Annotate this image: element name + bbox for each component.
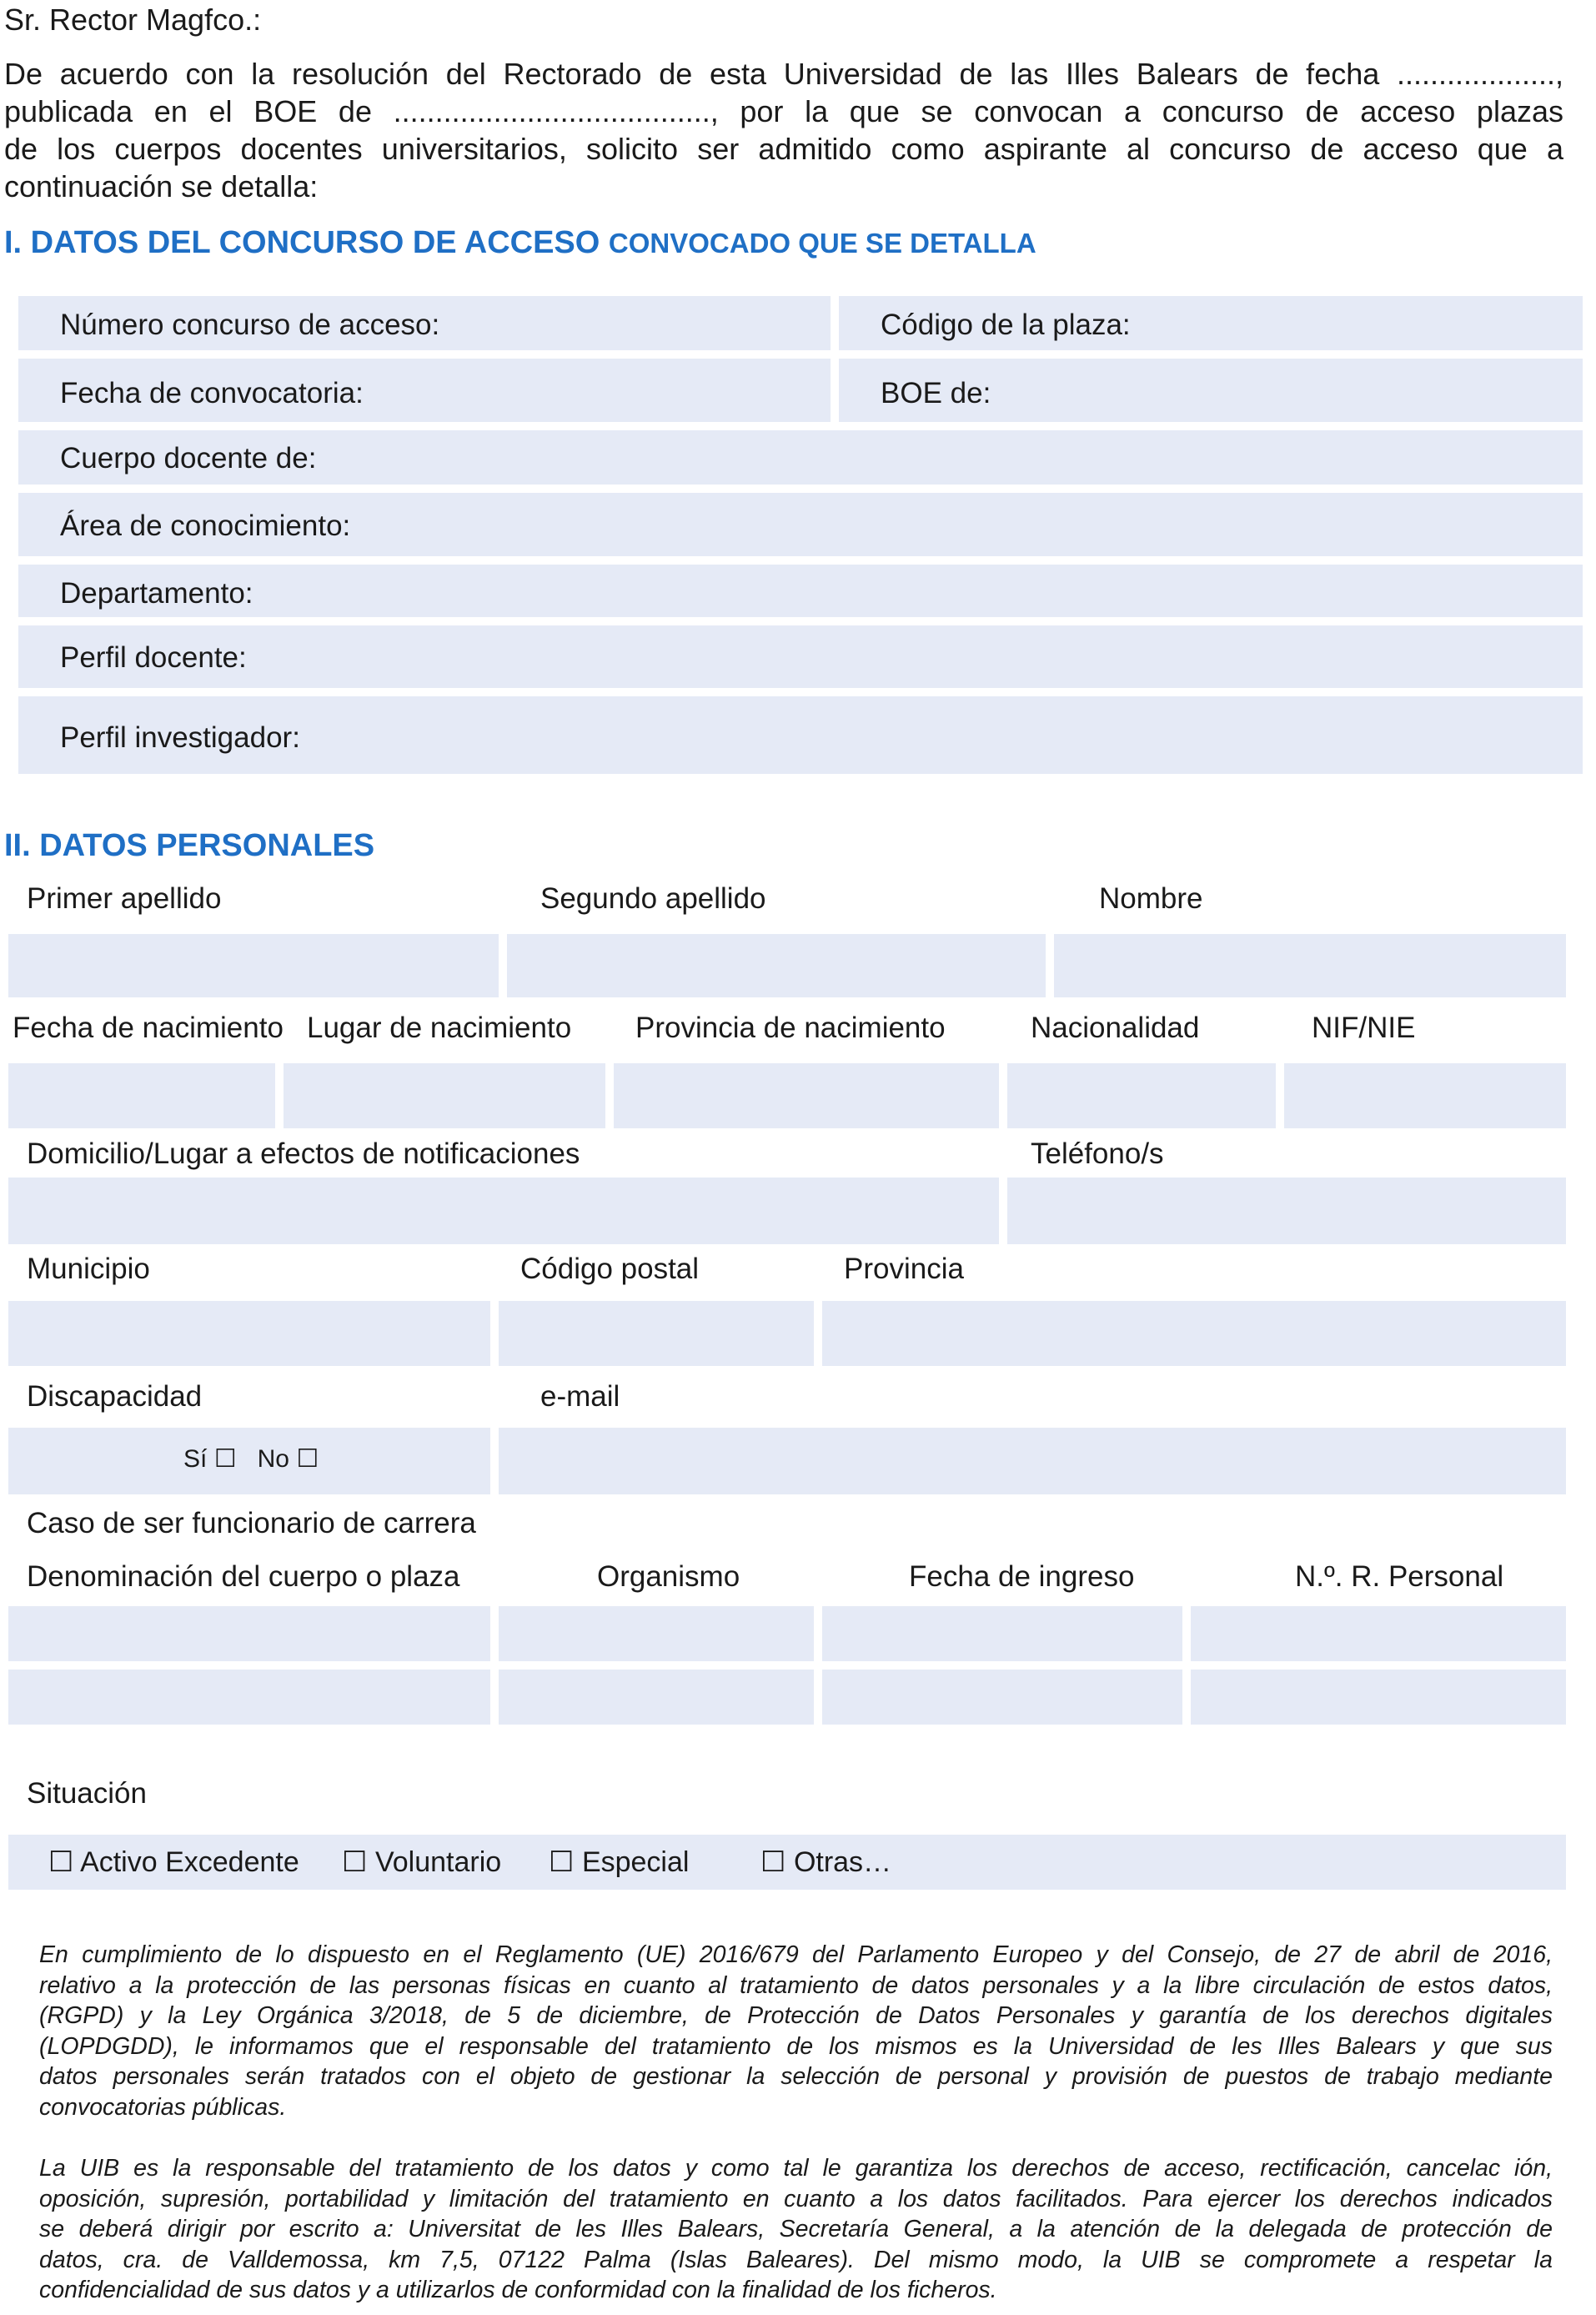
nif-input[interactable] [1284, 1063, 1566, 1128]
municipio-input[interactable] [8, 1301, 490, 1366]
fecha-ingreso-label: Fecha de ingreso [909, 1560, 1135, 1593]
organismo-input[interactable] [499, 1606, 814, 1661]
provincia-nacimiento-input[interactable] [614, 1063, 999, 1128]
intro-line: continuación se detalla: [4, 169, 319, 203]
primer-apellido-input[interactable] [8, 934, 499, 997]
perfil-docente-label: Perfil docente: [60, 641, 247, 674]
cuerpo-docente-label: Cuerpo docente de: [60, 442, 317, 475]
section-1-heading [4, 225, 1036, 261]
otras-option[interactable] [760, 1845, 891, 1879]
numero-concurso-label: Número concurso de acceso: [60, 309, 440, 341]
legal-line: convocatorias públicas. [39, 2093, 287, 2121]
denominacion-input-2[interactable] [8, 1670, 490, 1725]
cuerpo-docente-field[interactable] [18, 430, 1583, 485]
nacionalidad-label: Nacionalidad [1031, 1012, 1200, 1044]
area-conocimiento-field[interactable] [18, 493, 1583, 556]
provincia-nacimiento-label: Provincia de nacimiento [635, 1012, 946, 1044]
nacionalidad-input[interactable] [1007, 1063, 1276, 1128]
email-input[interactable] [499, 1428, 1566, 1494]
legal-line: datos personales serán tratados con el objeto de gestionar la selección de personal y provisión de puestos de trabajo mediante [39, 2063, 1553, 2090]
section-1-title-main: I. DATOS DEL CONCURSO DE ACCESO [4, 225, 600, 260]
discapacidad-box [8, 1428, 490, 1494]
boe-label: BOE de: [881, 377, 991, 409]
situacion-options-box [8, 1835, 1566, 1890]
discapacidad-options [183, 1444, 319, 1474]
provincia-input[interactable] [822, 1301, 1566, 1366]
departamento-label: Departamento: [60, 577, 253, 610]
legal-line: oposición, supresión, portabilidad y limitación del tratamiento en cuanto a los datos facilitados. Para ejercer los derechos indicados [39, 2185, 1553, 2212]
telefono-label: Teléfono/s [1031, 1137, 1164, 1170]
otras-label: Otras… [793, 1846, 892, 1878]
denominacion-input[interactable] [8, 1606, 490, 1661]
nombre-label: Nombre [1099, 882, 1203, 915]
nrp-label: N.º. R. Personal [1295, 1560, 1504, 1593]
voluntario-checkbox[interactable]: ☐ [342, 1845, 368, 1879]
codigo-plaza-label: Código de la plaza: [881, 309, 1131, 341]
fecha-nacimiento-label: Fecha de nacimiento [13, 1012, 284, 1044]
discapacidad-label: Discapacidad [27, 1380, 203, 1413]
especial-option[interactable] [549, 1845, 689, 1879]
otras-checkbox[interactable]: ☐ [760, 1845, 786, 1879]
domicilio-label: Domicilio/Lugar a efectos de notificaciones [27, 1137, 580, 1170]
fecha-convocatoria-label: Fecha de convocatoria: [60, 377, 364, 409]
domicilio-input[interactable] [8, 1178, 999, 1244]
denominacion-label: Denominación del cuerpo o plaza [27, 1560, 460, 1593]
email-label: e-mail [540, 1380, 620, 1413]
activo-excedente-checkbox[interactable]: ☐ [48, 1845, 74, 1879]
primer-apellido-label: Primer apellido [27, 882, 222, 915]
lugar-nacimiento-label: Lugar de nacimiento [307, 1012, 572, 1044]
intro-paragraph [4, 55, 1563, 205]
area-conocimiento-label: Área de conocimiento: [60, 510, 351, 542]
municipio-label: Municipio [27, 1253, 150, 1285]
organismo-label: Organismo [597, 1560, 740, 1593]
legal-line: (LOPDGDD), le informamos que el responsable del tratamiento de los mismos es la Universidad de les Illes Balears y que sus [39, 2032, 1553, 2060]
perfil-docente-field[interactable] [18, 625, 1583, 688]
legal-line: se deberá dirigir por escrito a: Universitat de les Illes Balears, Secretaría General, a la atención de la delegada de protección de [39, 2216, 1553, 2242]
si-checkbox[interactable]: ☐ [213, 1444, 237, 1474]
codigo-postal-label: Código postal [520, 1253, 700, 1285]
intro-line: De acuerdo con la resolución del Rectorado de esta Universidad de las Illes Balears de fecha ..................., [4, 57, 1563, 91]
si-label: Sí [183, 1445, 208, 1473]
perfil-investigador-field[interactable] [18, 696, 1583, 774]
perfil-investigador-label: Perfil investigador: [60, 721, 300, 754]
provincia-label: Provincia [844, 1253, 964, 1285]
lugar-nacimiento-input[interactable] [284, 1063, 605, 1128]
no-checkbox[interactable]: ☐ [296, 1444, 319, 1474]
legal-line: relativo a la protección de las personas físicas en cuanto al tratamiento de datos personales y a la libre circulación de estos datos, [39, 1971, 1553, 1999]
legal-line: En cumplimiento de lo dispuesto en el Reglamento (UE) 2016/679 del Parlamento Europeo y del Consejo, de 27 de abril de 2016, [39, 1941, 1553, 1968]
section-2-heading: II. DATOS PERSONALES [4, 828, 375, 863]
nrp-input-2[interactable] [1191, 1670, 1566, 1725]
nombre-input[interactable] [1054, 934, 1566, 997]
especial-checkbox[interactable]: ☐ [549, 1845, 575, 1879]
fecha-convocatoria-field[interactable] [18, 359, 831, 422]
intro-line: publicada en el BOE de ......................................, por la que se convocan a concurso de acceso plazas [4, 94, 1563, 128]
section-1-title-rest: CONVOCADO QUE SE DETALLA [608, 228, 1036, 259]
codigo-plaza-field[interactable] [839, 296, 1583, 350]
fecha-ingreso-input-2[interactable] [822, 1670, 1182, 1725]
situacion-label: Situación [27, 1777, 147, 1810]
legal-line: La UIB es la responsable del tratamiento de los datos y como tal le garantiza los derechos de acceso, rectificación, cancelac ión, [39, 2155, 1553, 2182]
departamento-field[interactable] [18, 565, 1583, 617]
especial-label: Especial [581, 1846, 690, 1878]
fecha-ingreso-input[interactable] [822, 1606, 1182, 1661]
salutation: Sr. Rector Magfco.: [4, 3, 262, 37]
telefono-input[interactable] [1007, 1178, 1566, 1244]
no-label: No [257, 1445, 289, 1473]
legal-line: datos, cra. de Valldemossa, km 7,5, 07122 Palma (Islas Baleares). Del mismo modo, la UIB se compromete a respetar la [39, 2246, 1553, 2273]
legal-line: (RGPD) y la Ley Orgánica 3/2018, de 5 de diciembre, de Protección de Datos Personales y garantía de los derechos digitales [39, 2002, 1553, 2029]
fecha-nacimiento-input[interactable] [8, 1063, 275, 1128]
legal-line: confidencialidad de sus datos y a utilizarlos de conformidad con la finalidad de los ficheros. [39, 2277, 997, 2303]
segundo-apellido-input[interactable] [507, 934, 1046, 997]
voluntario-option[interactable] [342, 1845, 501, 1879]
legal-paragraph-2 [39, 2153, 1553, 2306]
segundo-apellido-label: Segundo apellido [540, 882, 766, 915]
voluntario-label: Voluntario [374, 1846, 502, 1878]
organismo-input-2[interactable] [499, 1670, 814, 1725]
activo-excedente-label: Activo Excedente [80, 1846, 299, 1878]
nrp-input[interactable] [1191, 1606, 1566, 1661]
legal-paragraph-1 [39, 1940, 1553, 2122]
activo-excedente-option[interactable] [48, 1845, 299, 1879]
boe-field[interactable] [839, 359, 1583, 422]
intro-line: de los cuerpos docentes universitarios, solicito ser admitido como aspirante al concurso de acceso que a [4, 132, 1563, 166]
nif-label: NIF/NIE [1312, 1012, 1416, 1044]
funcionario-label: Caso de ser funcionario de carrera [27, 1507, 476, 1539]
codigo-postal-input[interactable] [499, 1301, 814, 1366]
numero-concurso-field[interactable] [18, 296, 831, 350]
